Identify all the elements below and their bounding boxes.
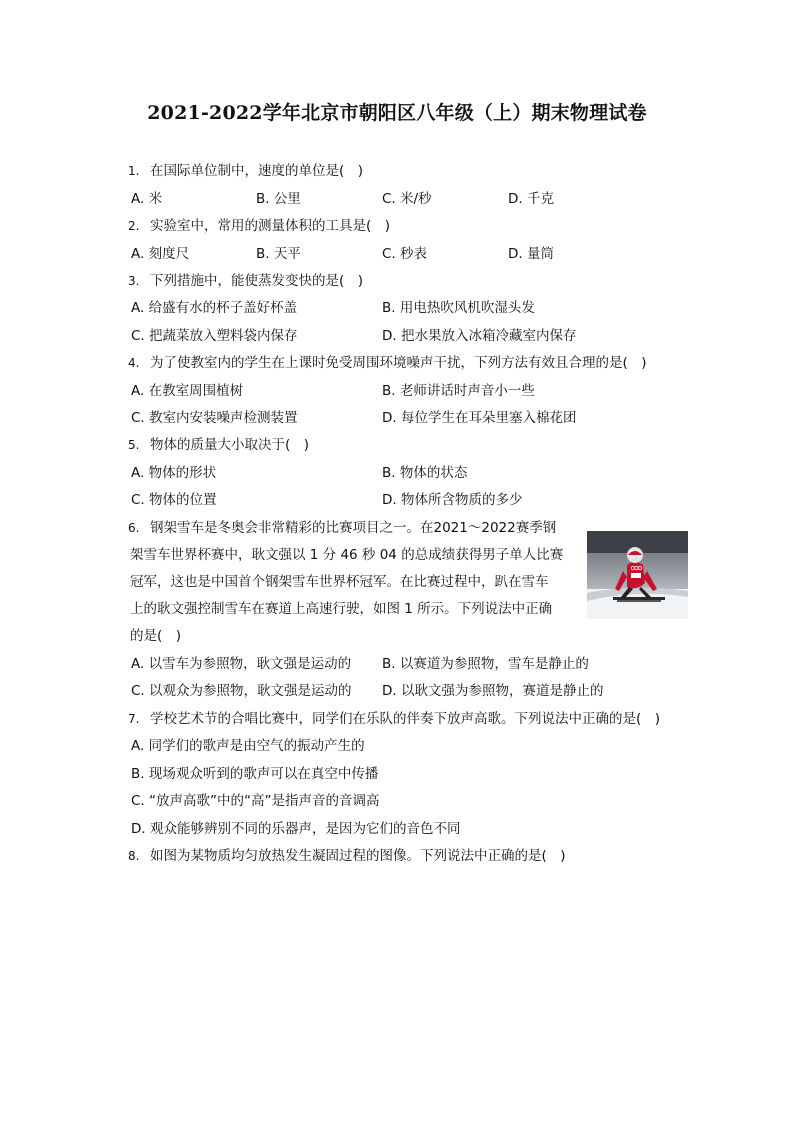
q7-option-b: B. 现场观众听到的歌声可以在真空中传播 — [131, 766, 379, 782]
question-number: 1. — [128, 164, 140, 178]
question-3 — [128, 271, 363, 291]
question-5 — [128, 435, 309, 455]
q6-option-a: A. 以雪车为参照物，耿文强是运动的 — [131, 656, 352, 672]
question-7 — [128, 709, 660, 729]
question-number: 5. — [128, 438, 140, 452]
q5-option-c: C. 物体的位置 — [131, 492, 217, 508]
question-stem: 为了使教室内的学生在上课时免受周围环境噪声干扰，下列方法有效且合理的是( ) — [150, 355, 647, 371]
q2-option-a: A. 刻度尺 — [131, 246, 190, 262]
question-1 — [128, 161, 363, 181]
q2-option-c: C. 秒表 — [382, 246, 428, 262]
question-stem-line: 的是( ) — [130, 628, 182, 644]
q1-option-d: D. 千克 — [508, 191, 554, 207]
q6-option-d: D. 以耿文强为参照物，赛道是静止的 — [382, 683, 604, 699]
q3-option-d: D. 把水果放入冰箱冷藏室内保存 — [382, 328, 577, 344]
question-stem: 在国际单位制中，速度的单位是( ) — [150, 163, 364, 179]
question-stem: 如图为某物质均匀放热发生凝固过程的图像。下列说法中正确的是( ) — [150, 848, 566, 864]
question-2 — [128, 216, 390, 236]
q5-option-b: B. 物体的状态 — [382, 465, 468, 481]
q3-option-c: C. 把蔬菜放入塑料袋内保存 — [131, 328, 298, 344]
q1-option-c: C. 米/秒 — [382, 191, 432, 207]
question-stem: 实验室中，常用的测量体积的工具是( ) — [150, 218, 391, 234]
q2-option-d: D. 量筒 — [508, 246, 554, 262]
q4-option-d: D. 每位学生在耳朵里塞入棉花团 — [382, 410, 577, 426]
question-number: 6. — [128, 521, 140, 535]
question-stem: 学校艺术节的合唱比赛中，同学们在乐队的伴奏下放声高歌。下列说法中正确的是( ) — [150, 711, 661, 727]
question-stem-line: 冠军，这也是中国首个钢架雪车世界杯冠军。在比赛过程中，趴在雪车 — [130, 574, 549, 590]
question-number: 3. — [128, 274, 140, 288]
q5-option-a: A. 物体的形状 — [131, 465, 217, 481]
q7-option-c: C. “放声高歌”中的“高”是指声音的音调高 — [131, 793, 380, 809]
q3-option-b: B. 用电热吹风机吹湿头发 — [382, 300, 535, 316]
q3-option-a: A. 给盛有水的杯子盖好杯盖 — [131, 300, 298, 316]
q4-option-b: B. 老师讲话时声音小一些 — [382, 383, 535, 399]
page-title: 2021-2022学年北京市朝阳区八年级（上）期末物理试卷 — [147, 102, 647, 124]
q5-option-d: D. 物体所含物质的多少 — [382, 492, 523, 508]
q4-option-a: A. 在教室周围植树 — [131, 383, 244, 399]
q7-option-a: A. 同学们的歌声是由空气的振动产生的 — [131, 738, 365, 754]
question-stem-line: 上的耿文强控制雪车在赛道上高速行驶，如图 1 所示。下列说法中正确 — [130, 601, 553, 617]
q7-option-d: D. 观众能够辨别不同的乐器声，是因为它们的音色不同 — [131, 821, 461, 837]
question-6 — [128, 518, 556, 538]
q6-option-c: C. 以观众为参照物，耿文强是运动的 — [131, 683, 352, 699]
question-4 — [128, 353, 647, 373]
q2-option-b: B. 天平 — [256, 246, 301, 262]
skeleton-athlete-photo — [587, 531, 688, 619]
question-8 — [128, 846, 566, 866]
question-number: 4. — [128, 356, 140, 370]
q1-option-a: A. 米 — [131, 191, 163, 207]
question-stem-line: 钢架雪车是冬奥会非常精彩的比赛项目之一。在2021～2022赛季钢 — [150, 520, 557, 536]
q1-option-b: B. 公里 — [256, 191, 301, 207]
question-stem: 下列措施中，能使蒸发变快的是( ) — [150, 273, 364, 289]
question-number: 7. — [128, 712, 140, 726]
question-number: 2. — [128, 219, 140, 233]
question-number: 8. — [128, 849, 140, 863]
q4-option-c: C. 教室内安装噪声检测装置 — [131, 410, 298, 426]
question-stem: 物体的质量大小取决于( ) — [150, 437, 310, 453]
question-stem-line: 架雪车世界杯赛中，耿文强以 1 分 46 秒 04 的总成绩获得男子单人比赛 — [130, 547, 564, 563]
q6-option-b: B. 以赛道为参照物，雪车是静止的 — [382, 656, 589, 672]
